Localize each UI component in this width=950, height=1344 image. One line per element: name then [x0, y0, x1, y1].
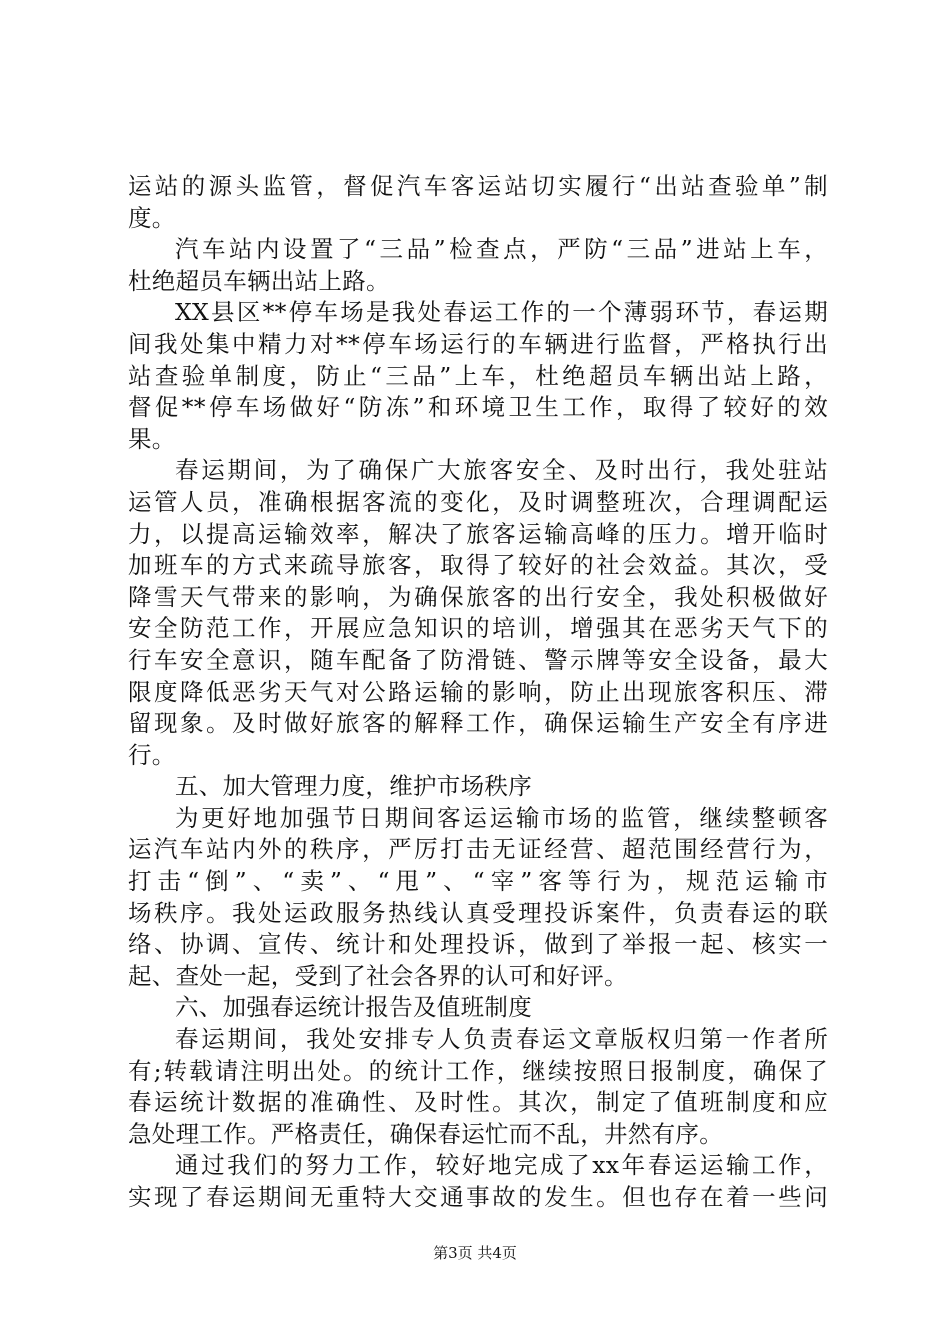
text-line: 站查验单制度，防止“三品”上车，杜绝超员车辆出站上路， — [128, 361, 828, 390]
text-line: 有;转载请注明出处。的统计工作，继续按照日报制度，确保了 — [128, 1056, 828, 1085]
text-line: 间我处集中精力对**停车场运行的车辆进行监督，严格执行出 — [128, 329, 828, 358]
section-heading: 五、加大管理力度，维护市场秩序 — [175, 772, 532, 801]
document-body — [128, 171, 828, 1214]
text-line: 运管人员，准确根据客流的变化，及时调整班次，合理调配运 — [128, 487, 828, 516]
text-line: 杜绝超员车辆出站上路。 — [128, 266, 390, 295]
text-line: 实现了春运期间无重特大交通事故的发生。但也存在着一些问 — [128, 1183, 828, 1211]
text-line: 安全防范工作，开展应急知识的培训，增强其在恶劣天气下的 — [128, 614, 828, 643]
text-line: 起、查处一起，受到了社会各界的认可和好评。 — [128, 961, 628, 990]
text-line: 限度降低恶劣天气对公路运输的影响，防止出现旅客积压、滞 — [128, 677, 828, 706]
text-line: XX县区**停车场是我处春运工作的一个薄弱环节，春运期 — [175, 298, 828, 327]
text-line: 力，以提高运输效率，解决了旅客运输高峰的压力。增开临时 — [128, 519, 828, 548]
text-line: 度。 — [128, 203, 176, 232]
section-heading: 六、加强春运统计报告及值班制度 — [175, 993, 532, 1022]
text-line: 督促**停车场做好“防冻”和环境卫生工作，取得了较好的效 — [128, 393, 828, 422]
text-line: 络、协调、宣传、统计和处理投诉，做到了举报一起、核实一 — [128, 930, 828, 959]
text-line: 行车安全意识，随车配备了防滑链、警示牌等安全设备，最大 — [128, 645, 828, 674]
text-line: 留现象。及时做好旅客的解释工作，确保运输生产安全有序进 — [128, 709, 828, 738]
text-line: 加班车的方式来疏导旅客，取得了较好的社会效益。其次，受 — [128, 551, 828, 580]
text-line: 运汽车站内外的秩序，严厉打击无证经营、超范围经营行为， — [128, 835, 828, 864]
text-line: 降雪天气带来的影响，为确保旅客的出行安全，我处积极做好 — [128, 582, 828, 611]
text-line: 打击“倒”、“卖”、“甩”、“宰”客等行为，规范运输市 — [128, 867, 828, 896]
page-number: 第3页 共4页 — [433, 1244, 517, 1262]
text-line: 行。 — [128, 740, 176, 769]
text-line: 汽车站内设置了“三品”检查点，严防“三品”进站上车， — [175, 235, 828, 264]
text-line: 运站的源头监管，督促汽车客运站切实履行“出站查验单”制 — [128, 172, 828, 200]
text-line: 为更好地加强节日期间客运运输市场的监管，继续整顿客 — [175, 803, 828, 832]
text-line: 春运统计数据的准确性、及时性。其次，制定了值班制度和应 — [128, 1088, 828, 1117]
text-line: 场秩序。我处运政服务热线认真受理投诉案件，负责春运的联 — [128, 898, 828, 927]
text-line: 春运期间，为了确保广大旅客安全、及时出行，我处驻站 — [175, 456, 828, 485]
text-line: 春运期间，我处安排专人负责春运文章版权归第一作者所 — [175, 1025, 828, 1054]
text-line: 通过我们的努力工作，较好地完成了xx年春运运输工作， — [175, 1151, 828, 1180]
text-line: 急处理工作。严格责任，确保春运忙而不乱，井然有序。 — [128, 1119, 723, 1148]
text-line: 果。 — [128, 424, 176, 453]
